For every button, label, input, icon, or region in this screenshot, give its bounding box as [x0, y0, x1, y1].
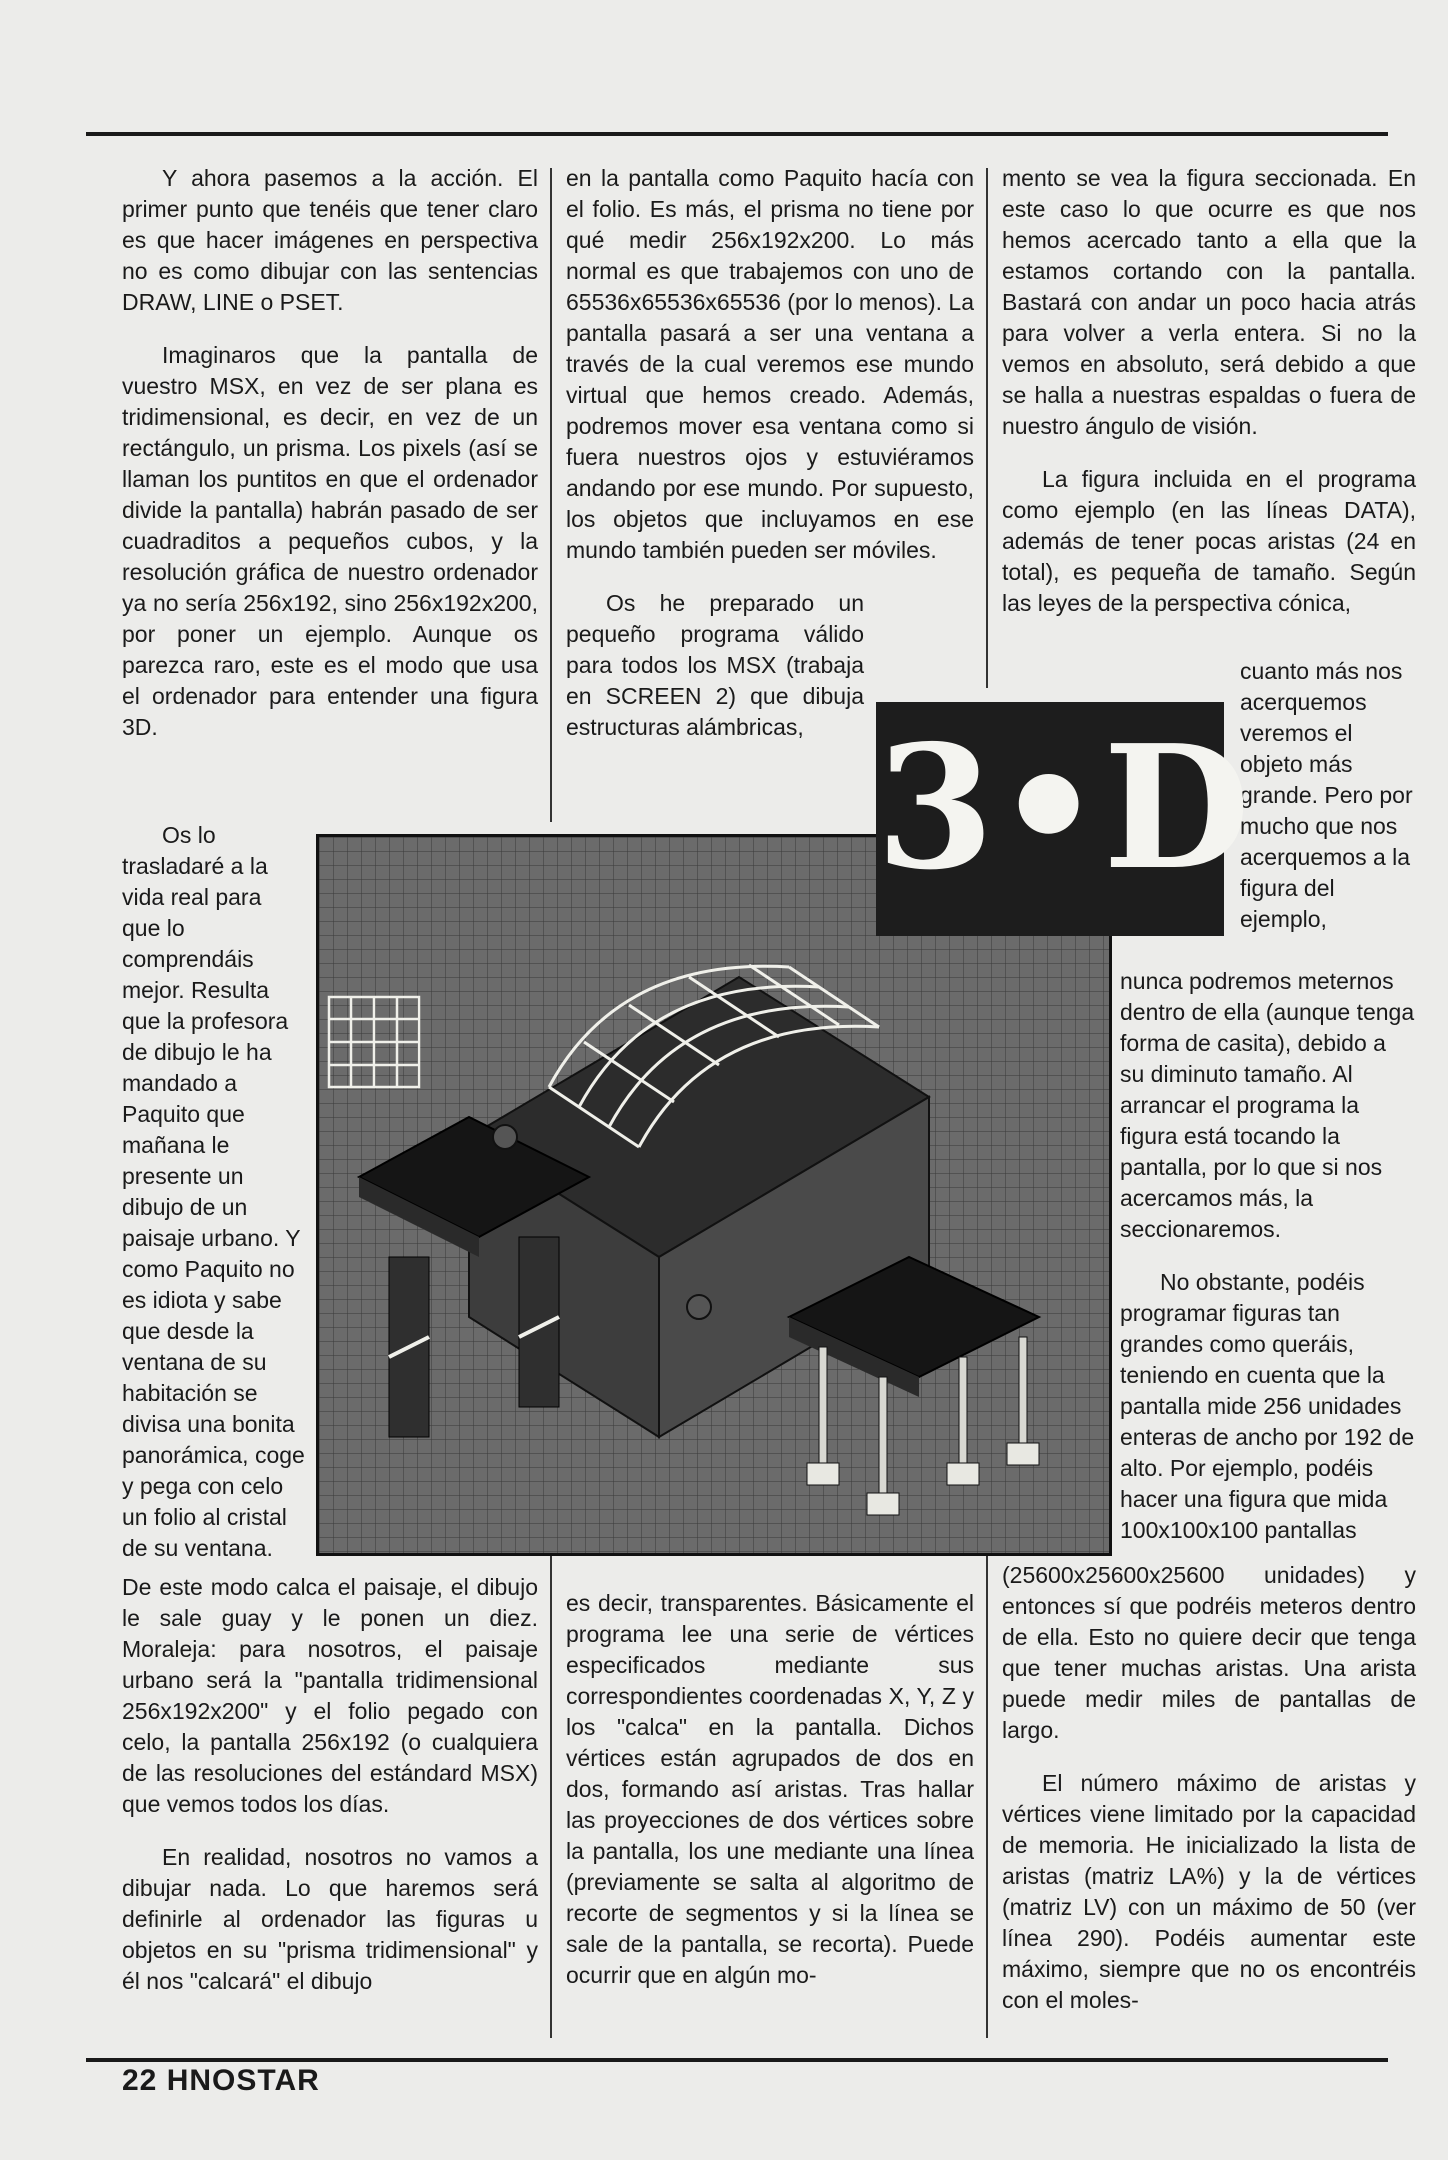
- paragraph: El número máximo de aristas y vértices viene limitado por la capacidad de memoria. He inicializado la lista de aristas (matriz LA%) y la de vértices (matriz LV) con un máximo de 50 (ver línea 290). Podéis aumentar este máximo, siempre que no os encontréis con el moles-: [1002, 1770, 1416, 2013]
- paragraph: De este modo calca el paisaje, el dibujo le sale guay y le ponen un diez. Moraleja: para nosotros, el paisaje urbano será la "pantalla tridimensional 256x192x200" y el folio pegado con celo, la pantalla 256x192 (o cualquiera de las resoluciones del estándard MSX) que vemos todos los días.: [122, 1574, 538, 1817]
- paragraph: Os he preparado un pequeño programa válido para todos los MSX (trabaja en SCREEN 2) que dibuja estructuras alámbricas,: [566, 590, 864, 740]
- paragraph: en la pantalla como Paquito hacía con el folio. Es más, el prisma no tiene por qué medir 256x192x200. Lo más normal es que trabajemos con uno de 65536x65536x65536 (por lo menos). La pantalla pasará a ser una ventana a través de la cual veremos ese mundo virtual que hemos creado. Además, podremos mover esa ventana como si fuera nuestros ojos y estuviéramos andando por ese mundo. Por supuesto, los objetos que incluyamos en ese mundo también pueden ser móviles.: [566, 165, 974, 563]
- paragraph: nunca podremos meternos dentro de ella (aunque tenga forma de casita), debido a su diminuto tamaño. Al arrancar el programa la figura está tocando la pantalla, por lo que si nos acercamos más, la seccionaremos.: [1120, 968, 1415, 1242]
- middle-column-bottom: [566, 1588, 974, 2013]
- right-column-mid: [1120, 966, 1416, 1546]
- column-rule-right-lower: [986, 1556, 988, 2038]
- paragraph: (25600x25600x25600 unidades) y entonces sí que podréis meteros dentro de ella. Esto no quiere decir que tenga que tener muchas aristas. Una arista puede medir miles de pantallas de largo.: [1002, 1562, 1416, 1743]
- column-rule-left-lower: [550, 1556, 552, 2038]
- paragraph: Os lo trasladaré a la vida real para que lo comprendáis mejor. Resulta que la profesora de dibujo le ha mandado a Paquito que mañana le presente un dibujo de un paisaje urbano. Y como Paquito no es idiota y sabe que desde la ventana de su habitación se divisa una bonita panorámica, coge y pega con celo un folio al cristal de su ventana.: [122, 822, 305, 1561]
- left-column-bottom: [122, 1572, 538, 2019]
- paragraph: No obstante, podéis programar figuras tan grandes como queráis, teniendo en cuenta que la pantalla mide 256 unidades enteras de ancho por 192 de alto. Por ejemplo, podéis hacer una figura que mida 100x100x100 pantallas: [1120, 1269, 1415, 1543]
- left-column-top: [122, 163, 538, 765]
- page-footer-label: 22 HNOSTAR: [122, 2064, 320, 2097]
- paragraph: es decir, transparentes. Básicamente el programa lee una serie de vértices especificados mediante sus correspondientes coordenadas X, Y, Z y los "calca" en la pantalla. Dichos vértices están agrupados de dos en dos, formando así aristas. Tras hallar las proyecciones de dos vértices sobre la pantalla, los une mediante una línea (previamente se salta al algoritmo de recorte de segmentos y si la línea se sale de la pantalla, se recorta). Puede ocurrir que en algún mo-: [566, 1590, 974, 1988]
- right-column-bottom: [1002, 1560, 1416, 2038]
- right-column-top: [1002, 163, 1416, 641]
- paragraph: Y ahora pasemos a la acción. El primer punto que tenéis que tener claro es que hacer imágenes en perspectiva no es como dibujar con las sentencias DRAW, LINE o PSET.: [122, 165, 538, 315]
- paragraph: La figura incluida en el programa como ejemplo (en las líneas DATA), además de tener pocas aristas (24 en total), es pequeña de tamaño. Según las leyes de la perspectiva cónica,: [1002, 466, 1416, 616]
- left-column-wrap: [122, 820, 306, 1564]
- title-block: [876, 702, 1251, 936]
- paragraph: mento se vea la figura seccionada. En este caso lo que ocurre es que nos hemos acercado tanto a ella que la estamos cortando con la pantalla. Bastará con andar un poco hacia atrás para volver a verla entera. Si no la vemos en absoluto, será debido a que se halla a nuestras espaldas o fuera de nuestro ángulo de visión.: [1002, 165, 1416, 439]
- 3d-scene-graphic: [319, 837, 1109, 1553]
- middle-column-top: [566, 163, 974, 765]
- paragraph: En realidad, nosotros no vamos a dibujar nada. Lo que haremos será definirle al ordenador las figuras u objetos en su "prisma tridimensional" y él nos "calcará" el dibujo: [122, 1844, 538, 1994]
- column-rule-right: [986, 168, 988, 688]
- title-3d: 3•D: [876, 708, 1251, 908]
- isometric-3d-illustration: [316, 834, 1112, 1556]
- column-rule-left: [550, 168, 552, 822]
- paragraph: cuanto más nos acerquemos veremos el objeto más grande. Pero por mucho que nos acerquemos a la figura del ejemplo,: [1240, 658, 1413, 932]
- right-column-wrap: [1240, 656, 1416, 935]
- paragraph: Imaginaros que la pantalla de vuestro MSX, en vez de ser plana es tridimensional, es decir, en vez de un rectángulo, un prisma. Los pixels (así se llaman los puntitos en que el ordenador divide la pantalla) habrán pasado de ser cuadraditos a pequeños cubos, y la resolución gráfica de nuestro ordenador ya no sería 256x192, sino 256x192x200, por poner un ejemplo. Aunque os parezca raro, este es el modo que usa el ordenador para entender una figura 3D.: [122, 342, 538, 740]
